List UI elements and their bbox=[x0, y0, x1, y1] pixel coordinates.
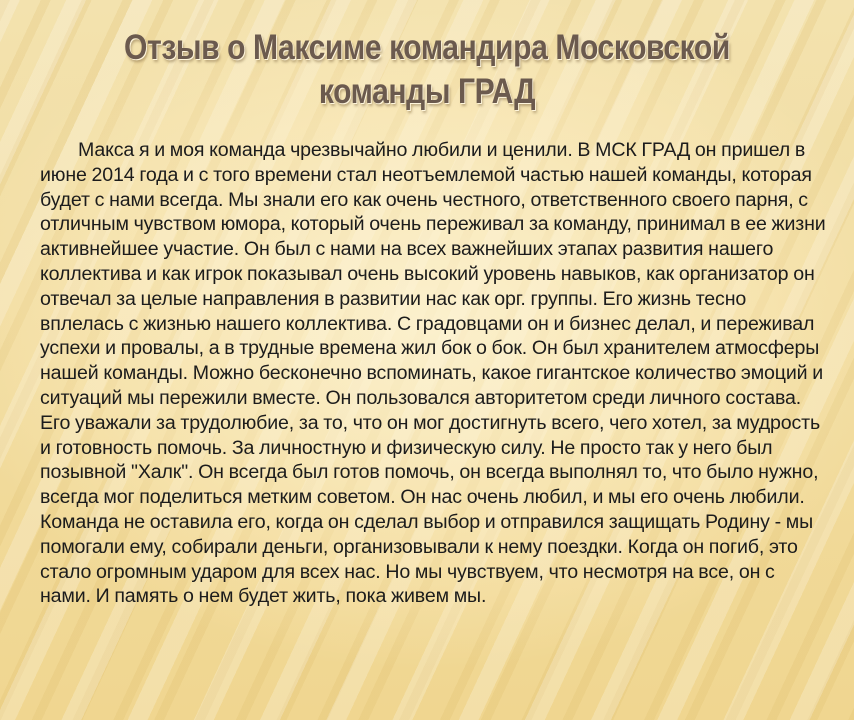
slide-body-text: Макса я и моя команда чрезвычайно любили и ценили. В МСК ГРАД он пришел в июне 2014 года и с того времени стал неотъемлемой частью нашей команды, которая будет с нами всегда. Мы знали его как очень честного, ответственного своего парня, с отличным чувством юмора, который очень переживал за команду, принимал в ее жизни активнейшее участие. Он был с нами на всех важнейших этапах развития нашего коллектива и как игрок показывал очень высокий уровень навыков, как организатор он отвечал за целые направления в развитии нас как орг. группы. Его жизнь тесно вплелась с жизнью нашего коллектива. С градовцами он и бизнес делал, и переживал успехи и провалы, а в трудные времена жил бок о бок. Он был хранителем атмосферы нашей команды. Можно бесконечно вспоминать, какое гигантское количество эмоций и ситуаций мы пережили вместе. Он пользовался авторитетом среди личного состава. Его уважали за трудолюбие, за то, что он мог достигнуть всего, чего хотел, за мудрость и готовность помочь. За личностную и физическую силу. Не просто так у него был позывной "Халк". Он всегда был готов помочь, он всегда выполнял то, что было нужно, всегда мог поделиться метким советом. Он нас очень любил, и мы его очень любили. Команда не оставила его, когда он сделал выбор и отправился защищать Родину - мы помогали ему, собирали деньги, организовывали к нему поездки. Когда он погиб, это стало огромным ударом для всех нас. Но мы чувствуем, что несмотря на все, он с нами. И память о нем будет жить, пока живем мы. bbox=[40, 139, 826, 608]
title-line-2: команды ГРАД bbox=[318, 72, 536, 111]
slide-title bbox=[94, 26, 760, 114]
title-line-1: Отзыв о Максиме командира Московской bbox=[124, 28, 730, 67]
